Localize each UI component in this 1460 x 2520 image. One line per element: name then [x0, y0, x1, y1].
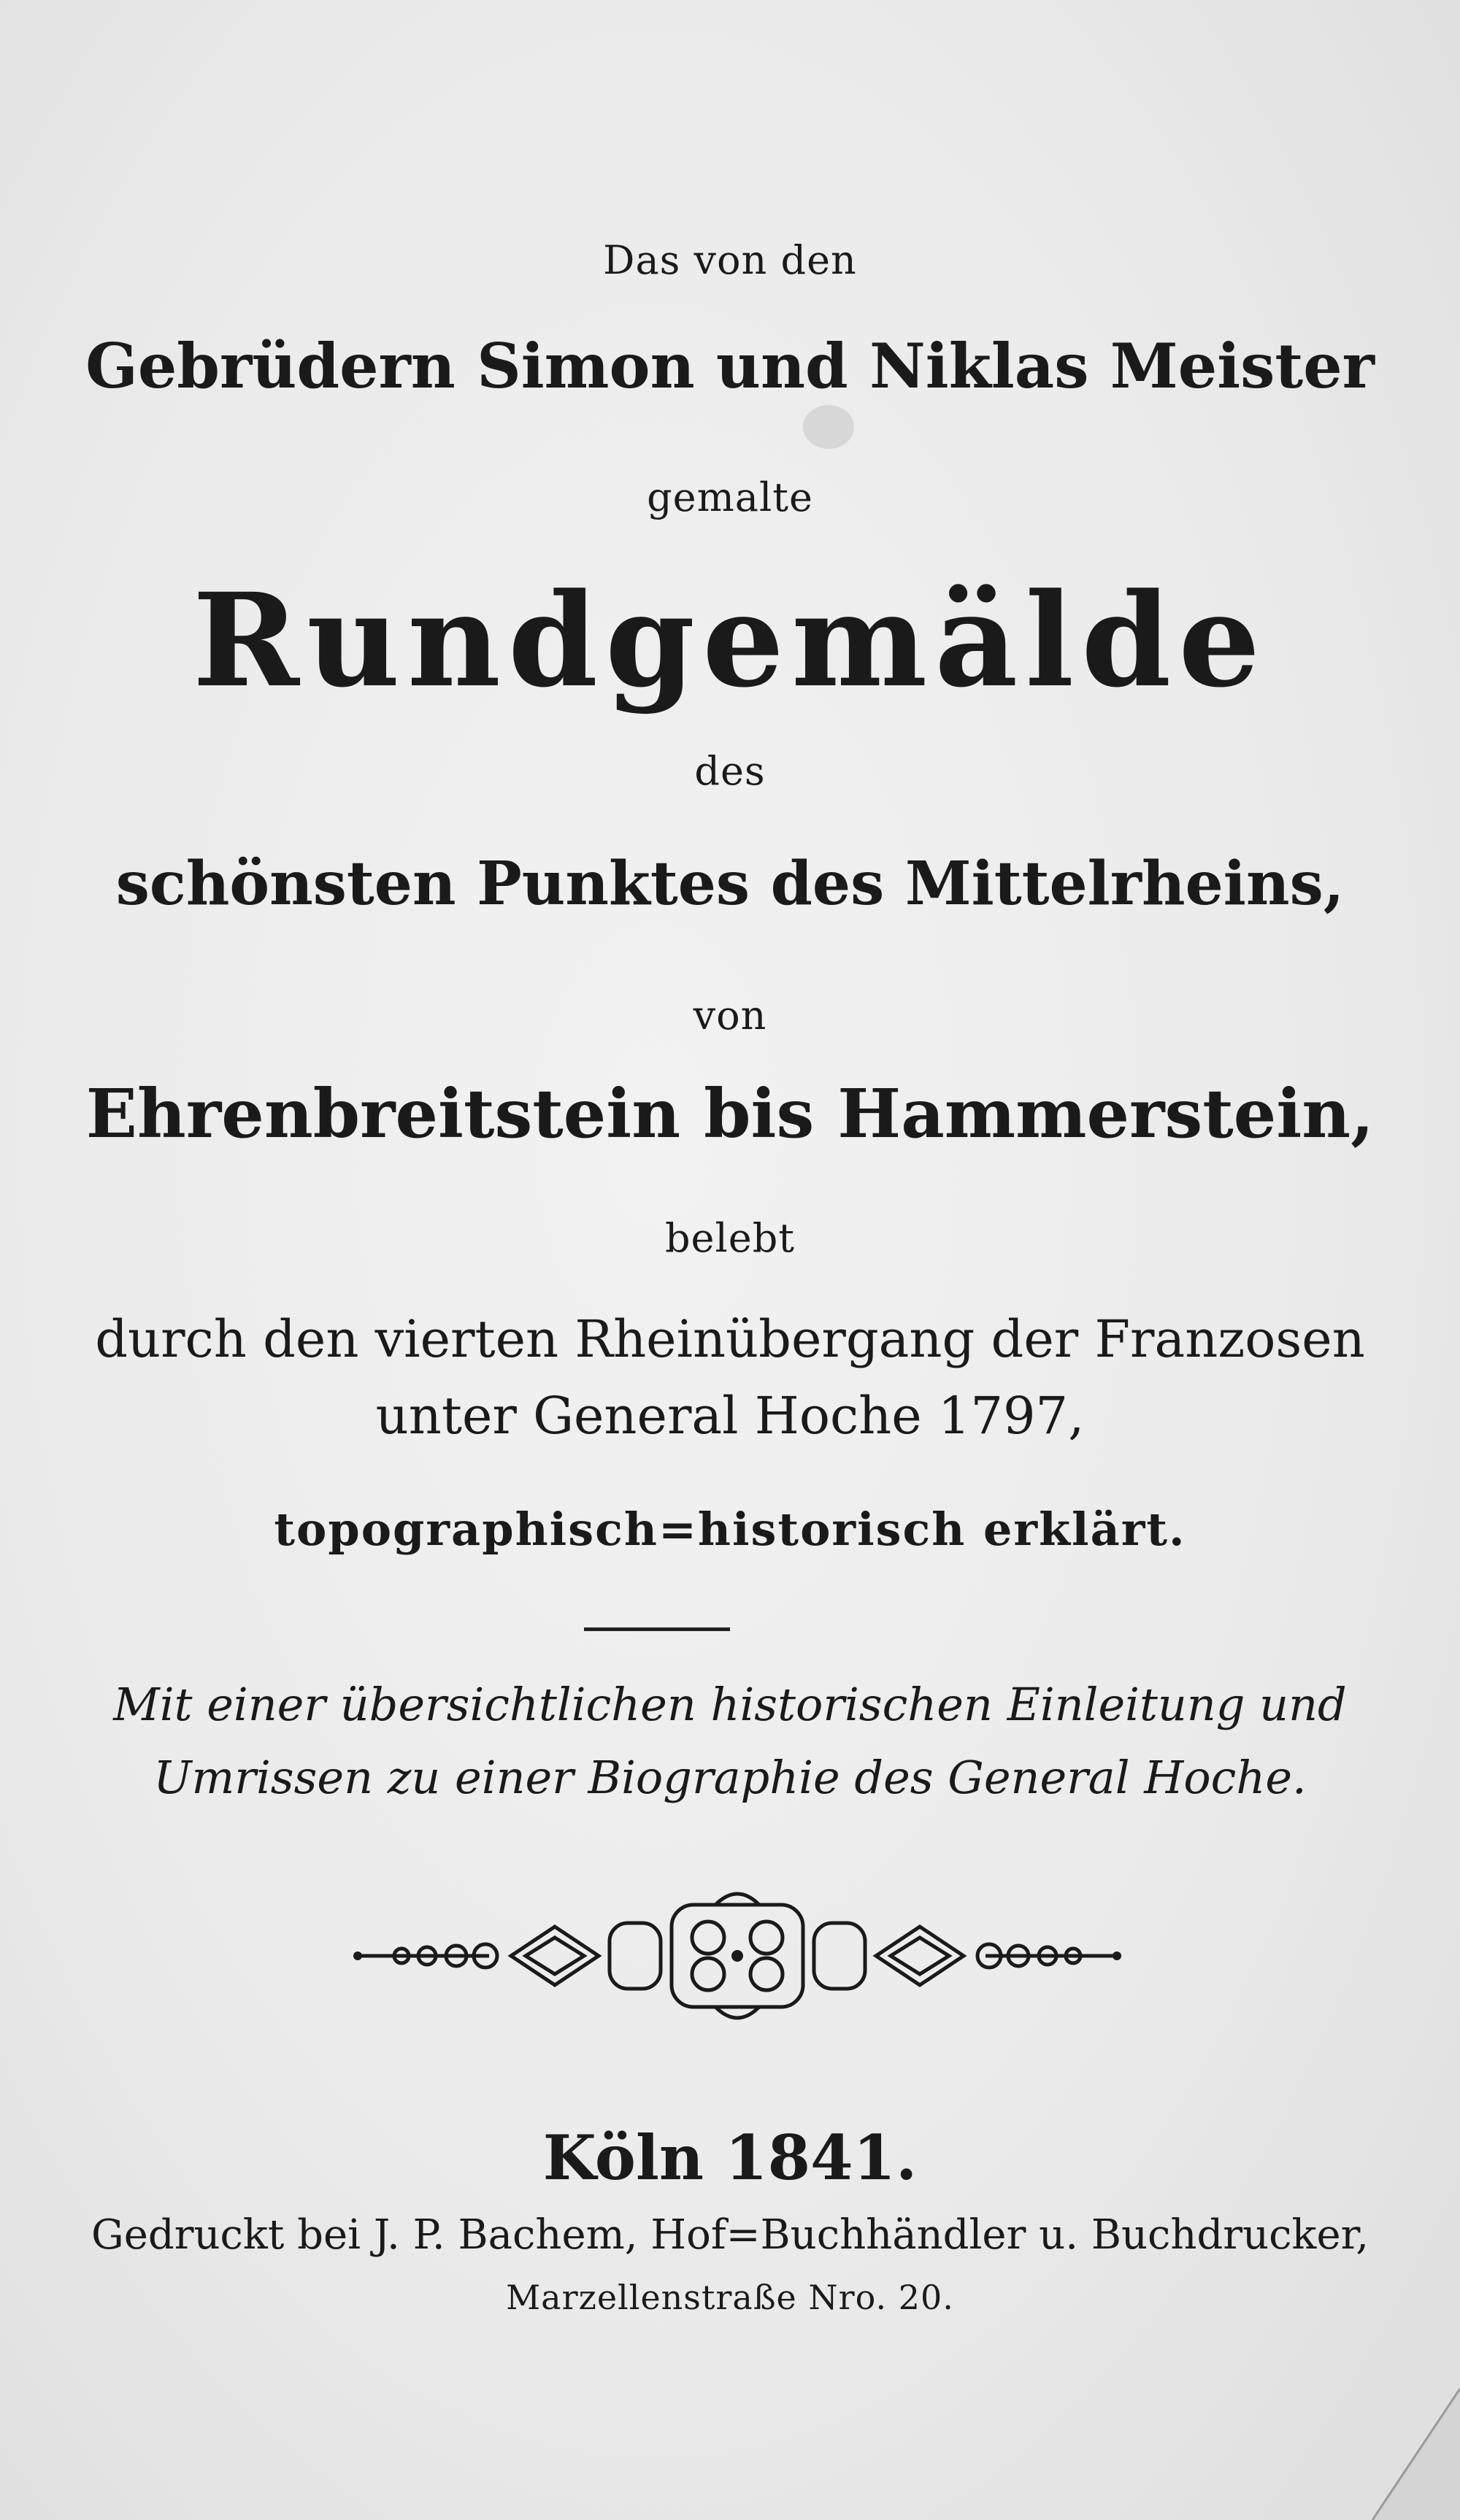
subtitle-line-1: Mit einer übersichtlichen historischen Einleitung und: [113, 1678, 1347, 1731]
explained-line: topographisch=historisch erklärt.: [274, 1503, 1186, 1556]
printer-line: Gedruckt bei J. P. Bachem, Hof=Buchhändler u. Buchdrucker,: [91, 2211, 1369, 2259]
location-line: schönsten Punktes des Mittelrheins,: [115, 849, 1345, 919]
crossing-line: durch den vierten Rheinübergang der Franzosen: [95, 1309, 1365, 1369]
address-line: Marzellenstraße Nro. 20.: [506, 2278, 954, 2317]
general-line: unter General Hoche 1797,: [375, 1386, 1085, 1446]
page-corner-wear: [1241, 2301, 1460, 2520]
des-line: des: [694, 748, 766, 794]
belebt-line: belebt: [664, 1215, 796, 1261]
gemalte-line: gemalte: [647, 474, 813, 520]
von-line: von: [693, 993, 767, 1039]
intro-line: Das von den: [603, 237, 857, 283]
painters-line: Gebrüdern Simon und Niklas Meister: [85, 330, 1375, 402]
subtitle-line-2: Umrissen zu einer Biographie des General Hoche.: [153, 1751, 1307, 1804]
paper-stain: [803, 405, 854, 449]
divider-rule: [584, 1627, 730, 1631]
place-year: Köln 1841.: [542, 2122, 918, 2194]
range-line: Ehrenbreitstein bis Hammerstein,: [85, 1074, 1375, 1153]
ornament-vignette: [343, 1883, 1132, 2029]
main-title: Rundgemälde: [192, 565, 1268, 716]
